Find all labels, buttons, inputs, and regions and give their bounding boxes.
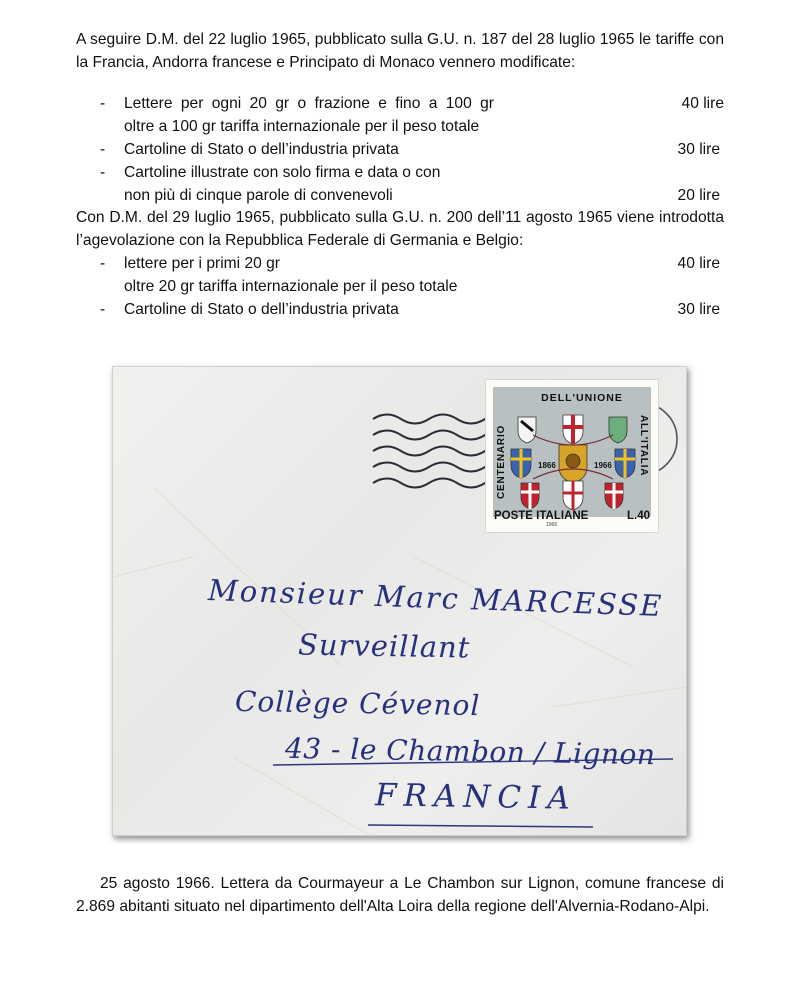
address-line-recipient: Monsieur Marc MARCESSE xyxy=(207,573,664,623)
address-line-country: FRANCIA xyxy=(374,777,578,817)
stamp-issuer: POSTE ITALIANE xyxy=(494,510,589,522)
stamp-year-left: 1866 xyxy=(538,461,556,470)
tariff-list-2 xyxy=(76,252,724,321)
stamp-title-left: CENTENARIO xyxy=(496,424,507,499)
stamp-title-right: ALL'ITALIA xyxy=(638,415,649,477)
image-caption: 25 agosto 1966. Lettera da Courmayeur a Le Chambon sur Lignon, comune francese di 2.869 abitanti situato nel dipartimento dell'Alta Loira della regione dell'Alvernia-Rodano-Alpi. xyxy=(76,875,724,915)
list-text: Cartoline di Stato o dell’industria privata xyxy=(124,301,399,318)
list-text: Cartoline di Stato o dell’industria privata xyxy=(124,141,399,158)
list-item xyxy=(76,184,724,207)
list-dash: - xyxy=(100,95,106,112)
envelope-image xyxy=(112,366,687,836)
list-text: non più di cinque parole di convenevoli xyxy=(124,187,393,204)
list-text: lettere per i primi 20 gr xyxy=(124,255,280,272)
list-text: oltre a 100 gr tariffa internazionale per il peso totale xyxy=(124,118,480,135)
list-text: Cartoline illustrate con solo firma e data o con xyxy=(124,164,441,181)
list-dash: - xyxy=(100,141,106,158)
postage-stamp xyxy=(486,380,658,532)
list-dash: - xyxy=(100,301,106,318)
stamp-value: L.40 xyxy=(626,510,650,522)
address-line-town: 43 - le Chambon / Lignon xyxy=(284,731,656,772)
list-item xyxy=(76,298,724,321)
list-item xyxy=(76,161,724,184)
list-dash: - xyxy=(100,164,106,181)
stamp-title-top: DELL'UNIONE xyxy=(541,392,623,404)
stamp-year-right: 1966 xyxy=(594,461,612,470)
address-line-title: Surveillant xyxy=(297,627,471,665)
list-item xyxy=(76,275,724,298)
intro-paragraph-1: A seguire D.M. del 22 luglio 1965, pubblicato sulla G.U. n. 187 del 28 luglio 1965 le tariffe con la Francia, Andorra francese e Principato di Monaco vennero modificate: xyxy=(76,31,724,71)
intro-paragraph-2: Con D.M. del 29 luglio 1965, pubblicato sulla G.U. n. 200 dell’11 agosto 1965 viene introdotta l’agevolazione con la Repubblica Federale di Germania e Belgio: xyxy=(76,209,724,249)
list-item xyxy=(76,92,724,115)
address-line-institution: Collège Cévenol xyxy=(234,684,481,723)
list-price: 20 lire xyxy=(677,187,720,204)
list-item xyxy=(76,138,724,161)
list-price: 30 lire xyxy=(677,301,720,318)
list-item xyxy=(76,115,724,138)
list-text: oltre 20 gr tariffa internazionale per il peso totale xyxy=(124,278,458,295)
stamp-design xyxy=(493,387,651,517)
list-dash: - xyxy=(100,255,106,272)
list-item xyxy=(76,252,724,275)
list-price: 40 lire xyxy=(677,255,720,272)
list-price: 30 lire xyxy=(677,141,720,158)
stamp-year-small: 1966 xyxy=(546,522,558,528)
list-text: Lettere per ogni 20 gr o frazione e fino a 100 gr xyxy=(124,95,494,112)
list-price: 40 lire xyxy=(681,95,724,112)
coat-of-arms-icon xyxy=(493,387,651,517)
tariff-list-1 xyxy=(76,92,724,207)
